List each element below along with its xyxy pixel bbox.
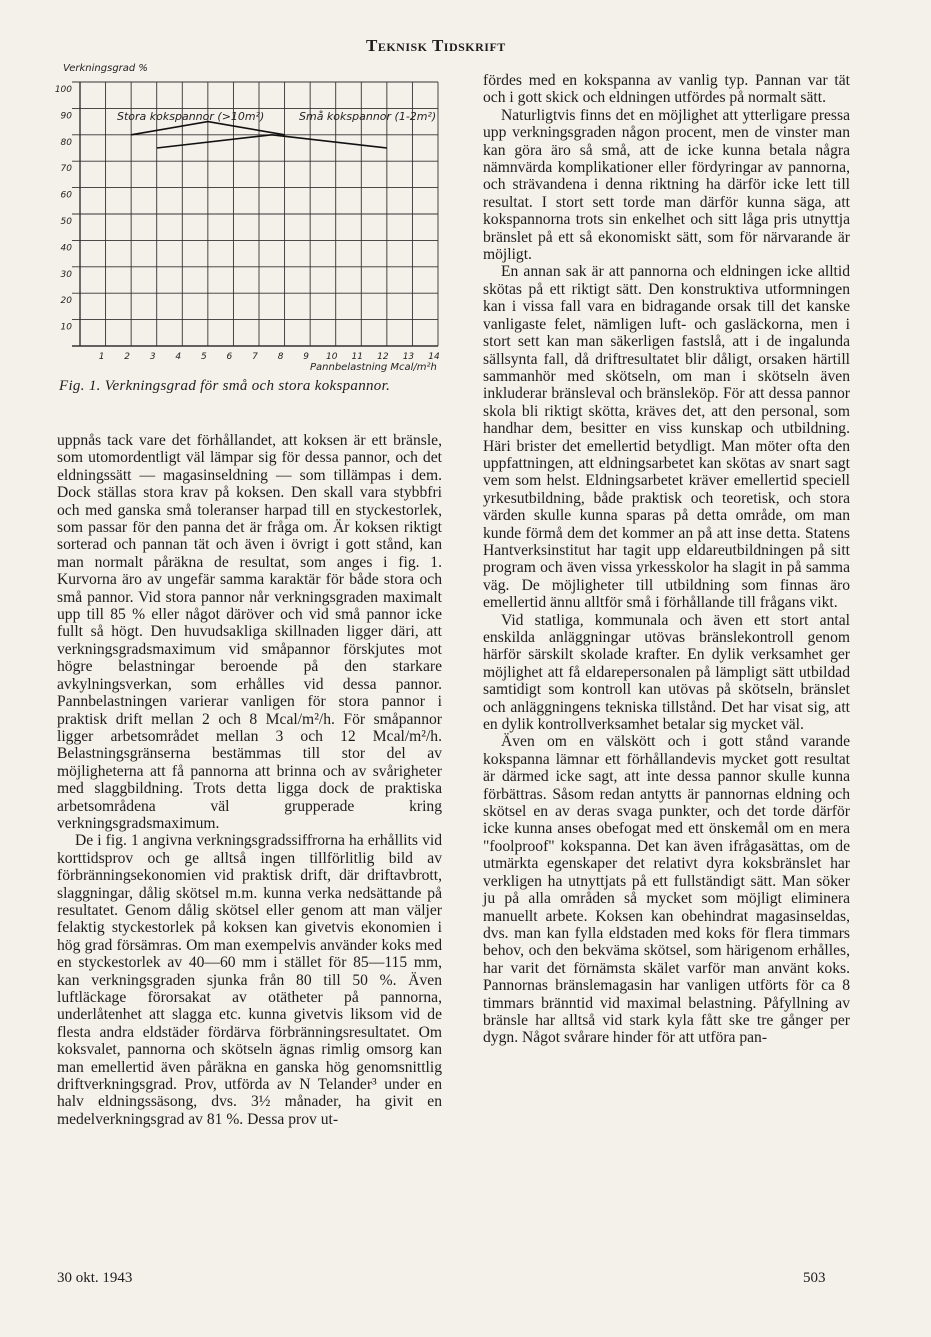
efficiency-chart bbox=[55, 62, 455, 372]
y-tick-label: 100 bbox=[55, 85, 72, 95]
journal-title: Teknisk Tidskrift bbox=[366, 36, 506, 55]
y-tick-label: 70 bbox=[60, 164, 72, 175]
y-tick-label: 60 bbox=[60, 190, 72, 201]
figure-caption: Fig. 1. Verkningsgrad för små och stora kokspannor. bbox=[59, 378, 391, 394]
x-tick-label: 11 bbox=[351, 352, 364, 362]
annotation-small-boilers: Små kokspannor (1-2m²) bbox=[299, 110, 437, 123]
x-tick-label: 2 bbox=[124, 352, 131, 362]
y-tick-label: 10 bbox=[60, 322, 72, 333]
x-tick-label: 4 bbox=[175, 352, 182, 362]
x-tick-label: 6 bbox=[226, 352, 233, 362]
right-column bbox=[483, 72, 850, 1047]
y-axis-label: Verkningsgrad % bbox=[63, 63, 148, 74]
x-tick-label: 14 bbox=[428, 352, 440, 362]
y-tick-label: 40 bbox=[60, 243, 72, 254]
x-axis-label: Pannbelastning Mcal/m²h bbox=[310, 362, 437, 372]
paragraph: uppnås tack vare det förhållandet, att koksen är ett bränsle, som utomordentligt väl lämpar sig för dessa pannor, och det eldningssätt — magasinseldning — som tillämpas i dem. Dock ställas stora krav på koksen. Den skall vara stybbfri och med ganska små toleranser harpad till en styckestorlek, som passar för den panna det är fråga om. Är koksen riktigt sorterad och pannan tät och även i övrigt i gott stånd, kan man normalt påräkna de resultat, som anges i fig. 1. Kurvorna äro av ungefär samma karaktär för både stora och små pannor. Vid stora pannor når verkningsgraden maximalt upp till 85 % eller något däröver och vid små pannor icke fullt så högt. Den huvudsakliga skillnaden ligger däri, att verkningsgradsmaximum vid småpannor förskjutes mot högre belastningar beroende på den starkare avkylningsverkan, som erhålles vid dessa pannor. Pannbelastningen varierar vanligen för stora pannor i praktisk drift mellan 2 och 8 Mcal/m²/h. För småpannor ligger arbetsområdet mellan 3 och 12 Mcal/m²/h. Belastningsgränserna bestämmas till stor del av möjligheterna att få pannorna att brinna och av svårigheter med slaggbildning. Trots detta ligga dock de praktiska arbetsområdena väl grupperade kring verkningsgradsmaximum. bbox=[57, 432, 442, 832]
x-tick-label: 9 bbox=[303, 352, 310, 362]
x-tick-label: 13 bbox=[402, 352, 415, 362]
annotation-large-boilers: Stora kokspannor (>10m²) bbox=[117, 110, 265, 123]
series-line bbox=[157, 135, 387, 148]
paragraph: Vid statliga, kommunala och även ett stort antal enskilda anläggningar utövas bränslekontroll genom härför särskilt skolade krafter. En dylik verksamhet ger möjlighet att få eldarepersonalen på lämpligt sätt utbildad samtidigt som kontroll kan utövas på skötseln, bränslet och anläggningens tekniska tillstånd. Det har visat sig, att en dylik kontrollverksamhet betalar sig mycket väl. bbox=[483, 611, 850, 734]
y-tick-label: 20 bbox=[60, 296, 72, 307]
y-tick-label: 90 bbox=[60, 111, 72, 122]
paragraph: De i fig. 1 angivna verkningsgradssiffrorna ha erhållits vid korttidsprov och ge alltså ingen tillförlitlig bild av förbränningsekonomien vid praktisk drift, där driftavbrott, slaggningar, dålig skötsel m.m. kunna verka nedsättande på resultatet. Genom dålig skötsel eller genom att man väljer felaktig styckestorlek på koksen kan givetvis ekonomien i hög grad försämras. Om man exempelvis använder koks med en styckestorlek av 40—60 mm i stället för 85—115 mm, kan verkningsgraden sjunka från 80 till 50 %. Även luftläckage förorsakat av otätheter på pannorna, underlåtenhet att slagga etc. kunna givetvis liksom vid de flesta andra eldstäder fördärva förbränningsresultatet. Om koksvalet, pannorna och skötseln ägnas rimlig omsorg kan man emellertid även påräkna en ganska hög genomsnittlig driftverkningsgrad. Prov, utförda av N Telander³ under en halv eldningssäsong, dvs. 3½ månader, ha givit en medelverkningsgrad av 81 %. Dessa prov ut- bbox=[57, 832, 442, 1128]
x-tick-label: 1 bbox=[98, 352, 105, 362]
x-tick-label: 3 bbox=[149, 352, 156, 362]
left-column bbox=[57, 432, 442, 1128]
issue-date: 30 okt. 1943 bbox=[57, 1270, 133, 1286]
y-tick-label: 30 bbox=[60, 269, 72, 280]
x-tick-label: 10 bbox=[325, 352, 338, 362]
page-number: 503 bbox=[803, 1270, 826, 1286]
x-tick-label: 7 bbox=[252, 352, 258, 362]
y-tick-label: 50 bbox=[60, 217, 72, 227]
chart-ticks bbox=[55, 85, 440, 362]
x-tick-label: 12 bbox=[377, 352, 389, 362]
y-tick-label: 80 bbox=[60, 137, 72, 148]
paragraph: En annan sak är att pannorna och eldningen icke alltid skötas på ett riktigt sätt. Den konstruktiva utformningen kan i vissa fall vara en bidragande orsak till det kanske vanligaste felet, nämligen luft- och gasläckorna, men i stort sett kan man säkerligen fastslå, att i de ingalunda sällsynta fall, då driftresultatet blir dåligt, orsaken härtill sammanhör med skötseln, om man i skötseln även inkluderar bränsleval och bränsleköp. För att dessa pannor skola bli riktigt skötta, kräves det, att den personal, som handhar dem, besitter en viss kunskap och utbildning. Häri brister det emellertid betydligt. Man möter ofta den uppfattningen, att eldningsarbetet kan skötas av snart sagt vem som helst. Eldningsarbetet kräver emellertid speciell yrkesutbildning, både praktisk och teoretisk, och stora värden skulle kunna sparas på detta område, om man kunde förmå dem det kommer an på att inse detta. Statens Hantverksinstitut har tagit upp eldareutbildningen på sitt program och även vissa yrkesskolor ha slagit in på samma väg. De möjligheter till utbildning som finnas äro emellertid ännu alltför små i förhållande till frågans vikt. bbox=[483, 263, 850, 612]
paragraph: Även om en välskött och i gott stånd varande kokspanna lämnar ett förhållandevis mycket gott resultat är därmed icke sagt, att inte dessa pannor skulle kunna förbättras. Såsom redan antytts är pannornas eldning och skötsel en av deras svaga punkter, och det torde därför icke kunna anses obefogat med ett önskemål om en mera "foolproof" kokspanna. Det kan även ifrågasättas, om de utmärkta egenskaper det relativt dyra koksbränslet har verkligen ha utnyttjats på ett fullständigt sätt. Man söker ju på alla områden så mycket som möjligt eliminera manuellt arbete. Koksen kan obehindrat magasinseldas, dvs. man kan fylla eldstaden med koks för flera timmars behov, och den bekväma skötsel, som härigenom erhålles, har varit det förnämsta skälet varför man använt koks. Pannornas bränslemagasin har vanligen utförts för ca 8 timmars bränntid vid maximal belastning. Påfyllning av bränsle har alltså vid stark kyla fått ske tre gånger per dygn. Något svårare hinder för att utföra pan- bbox=[483, 733, 850, 1047]
paragraph: fördes med en kokspanna av vanlig typ. Pannan var tät och i gott skick och eldningen utfördes på normalt sätt. bbox=[483, 72, 850, 107]
paragraph: Naturligtvis finns det en möjlighet att ytterligare pressa upp verkningsgraden någon procent, men de vinster man kan göra äro så små, att de icke kunna betala några nämnvärda komplikationer eller fördyringar av pannorna, och strävandena i denna riktning ha därför icke lett till resultat. I stort sett torde man därför kunna säga, att kokspannorna trots sin enkelhet och sitt låga pris utnyttja bränslet på ett så ekonomiskt sätt, som för närvarande är möjligt. bbox=[483, 106, 850, 264]
x-tick-label: 8 bbox=[277, 352, 284, 362]
x-tick-label: 5 bbox=[200, 352, 207, 362]
